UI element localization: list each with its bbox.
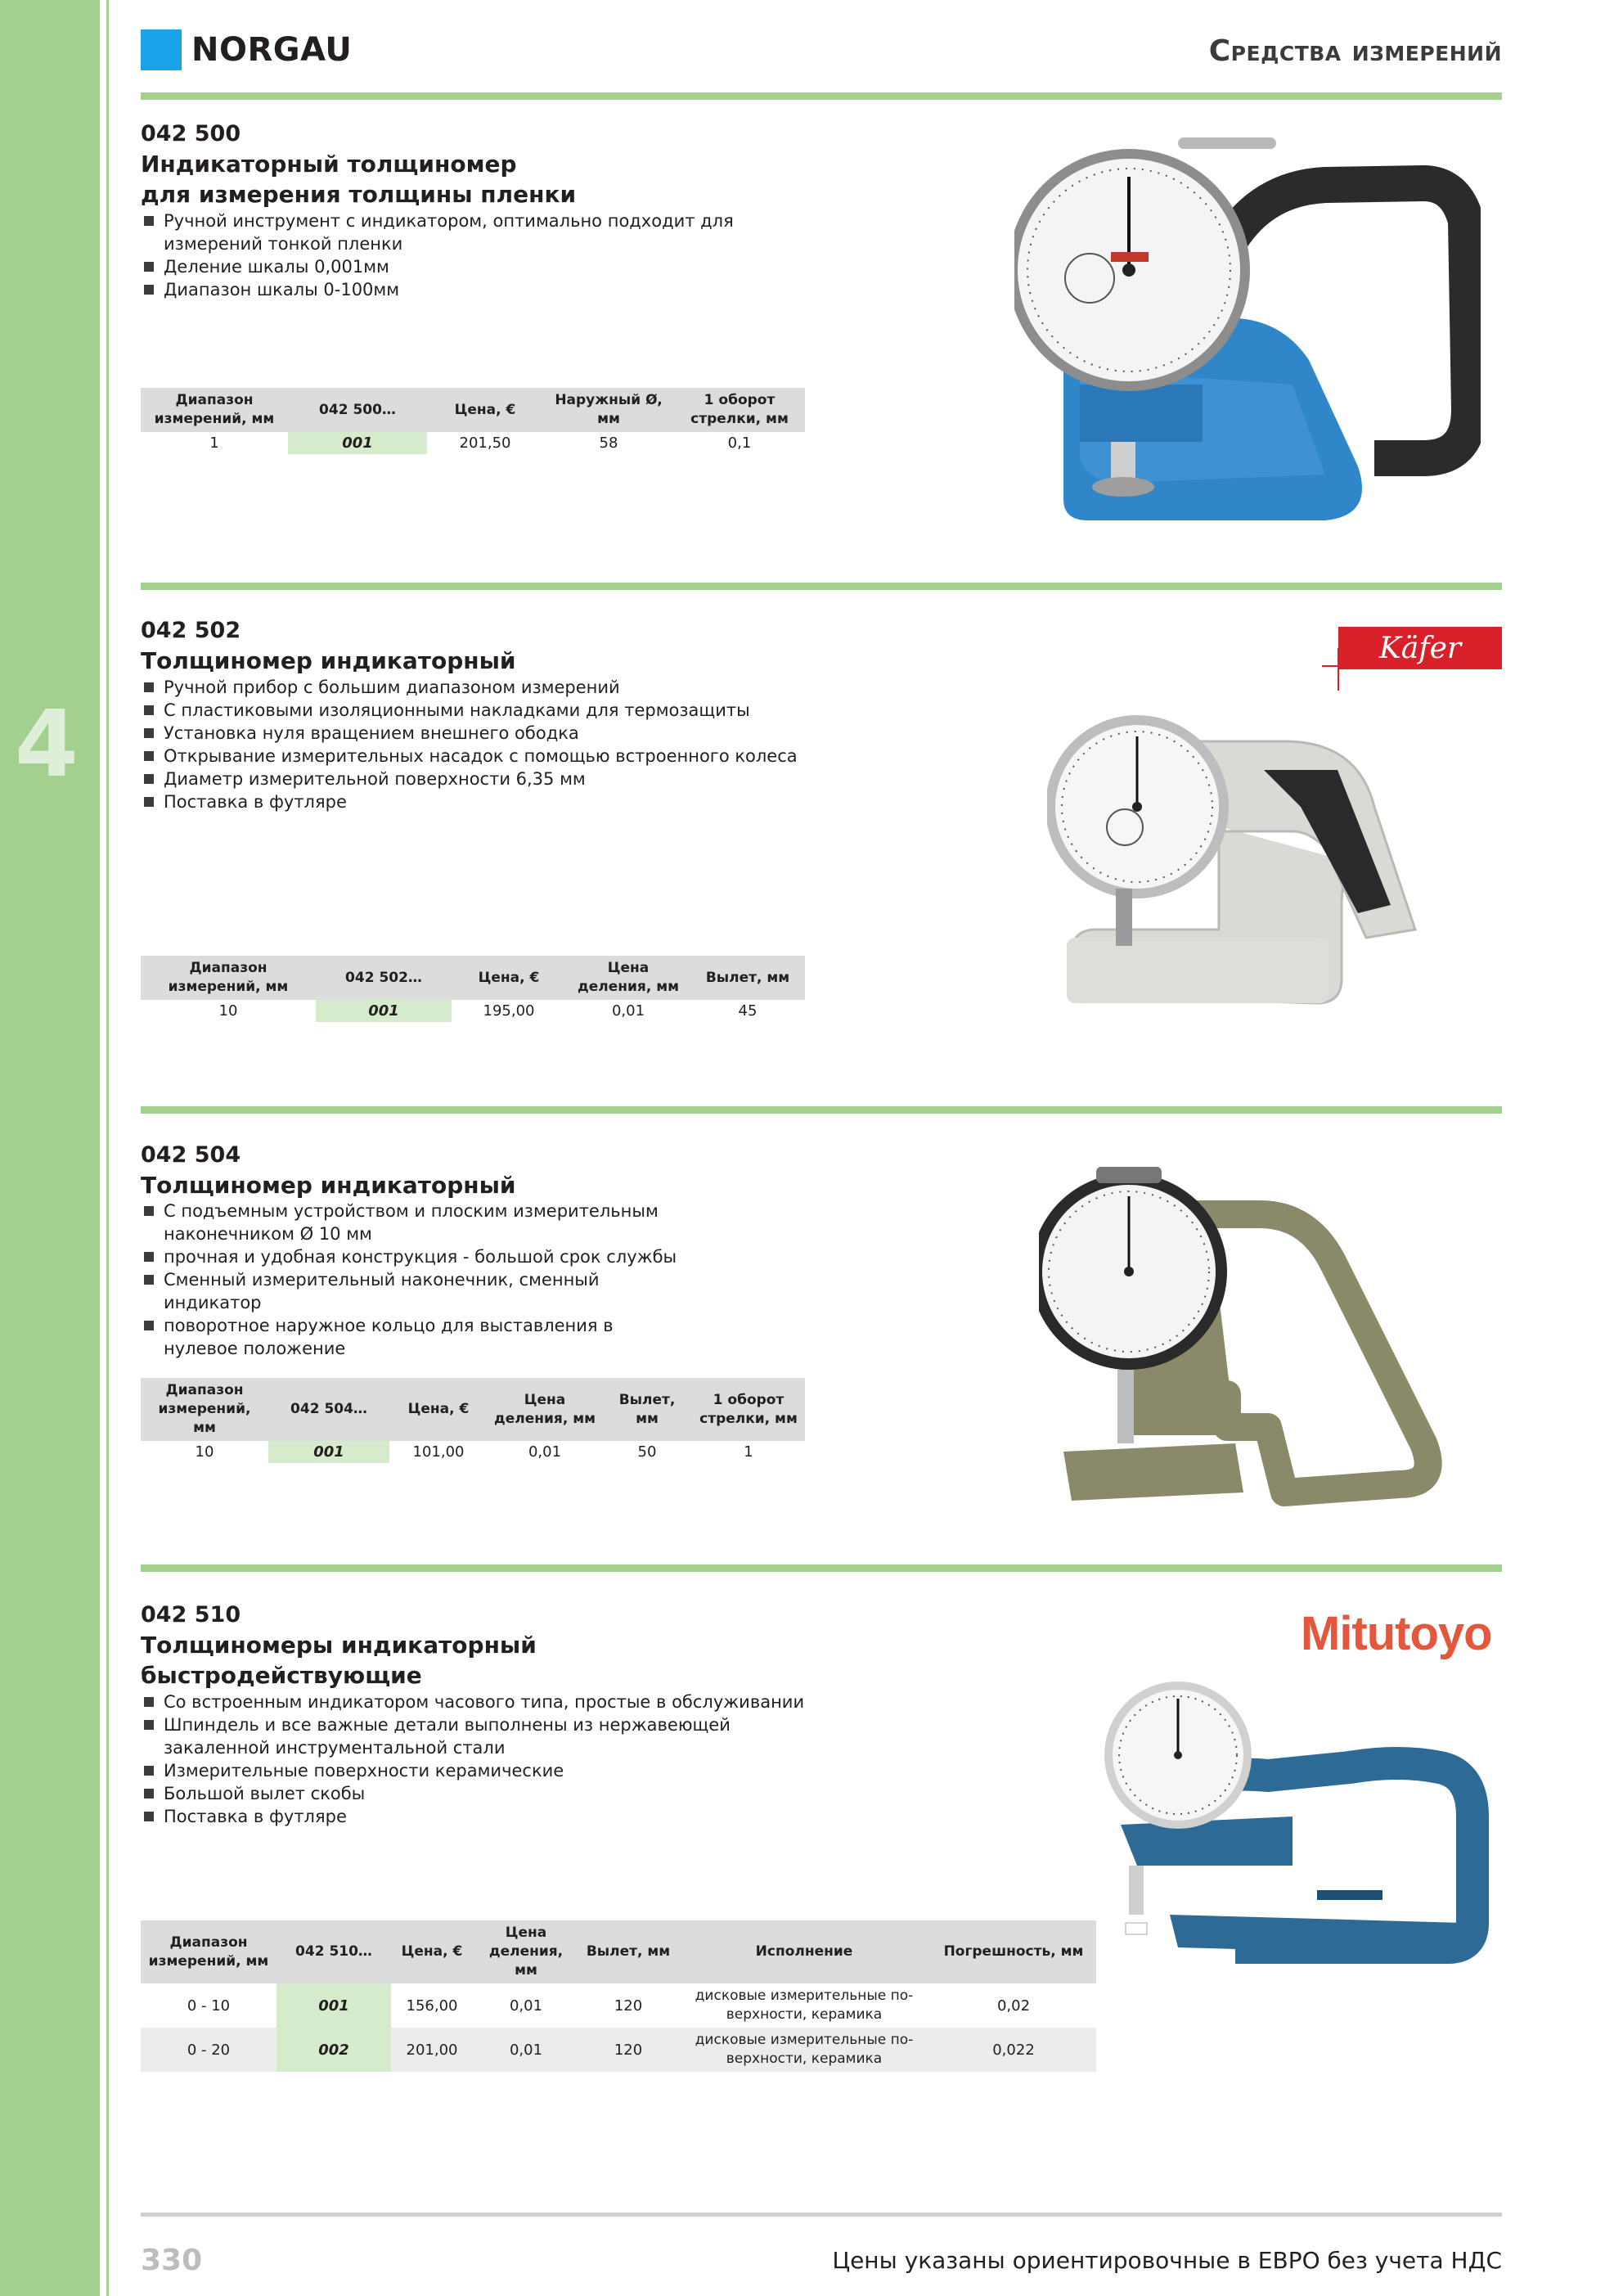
table-cell: 120 xyxy=(614,1997,643,2015)
section-rule xyxy=(141,1564,1502,1572)
feature-list xyxy=(141,1690,812,1828)
table-cell: 1 xyxy=(209,434,219,452)
product-code: 042 510 xyxy=(141,1602,241,1627)
price-note: Цены указаны ориентировочные в ЕВРО без учета НДС xyxy=(832,2247,1502,2274)
feature-list xyxy=(141,1200,681,1360)
column-header: Цена деления, мм xyxy=(566,956,690,1000)
column-header: 1 оборот стрелки, мм xyxy=(674,388,805,432)
section-rule xyxy=(141,583,1502,590)
table-cell: дисковые измерительные по-верхности, керамика xyxy=(695,1988,914,2023)
article-cell: 001 xyxy=(276,1983,391,2028)
table-cell: 45 xyxy=(738,1002,758,1020)
column-header: Диапазон измерений, мм xyxy=(141,388,288,432)
table-cell: 50 xyxy=(637,1443,657,1461)
product-title-line: Толщиномеры индикаторный xyxy=(141,1632,537,1659)
column-header: Цена, € xyxy=(389,1378,488,1441)
section-title: Средства измерений xyxy=(1208,34,1502,68)
table-cell: 1 xyxy=(744,1443,753,1461)
table-cell: 10 xyxy=(218,1002,238,1020)
column-header: Наружный Ø, мм xyxy=(543,388,674,432)
table-row xyxy=(141,1000,805,1022)
product-code: 042 500 xyxy=(141,121,241,146)
feature-item: С пластиковыми изоляционными накладками для термозащиты xyxy=(141,699,828,722)
table-row xyxy=(141,2028,1096,2072)
table-cell: 0,01 xyxy=(611,1002,645,1020)
column-header: 042 500… xyxy=(288,388,427,432)
column-header: Цена деления, мм xyxy=(488,1378,602,1441)
spec-table xyxy=(141,388,805,454)
table-cell: 0 - 10 xyxy=(187,1997,231,2015)
product-code: 042 502 xyxy=(141,618,241,643)
feature-item: Измерительные поверхности керамические xyxy=(141,1759,812,1782)
feature-item: Деление шкалы 0,001мм xyxy=(141,255,812,278)
product-title xyxy=(141,646,516,676)
table-cell: 0,01 xyxy=(473,2028,579,2072)
feature-item: Диапазон шкалы 0-100мм xyxy=(141,278,812,301)
brand-square-icon xyxy=(141,29,182,70)
brand-name: NORGAU xyxy=(191,31,353,69)
table-cell: 201,00 xyxy=(391,2028,473,2072)
spec-table xyxy=(141,956,805,1022)
feature-item: Шпиндель и все важные детали выполнены из нержавеющей закаленной инструментальной стали xyxy=(141,1713,812,1759)
table-row xyxy=(141,432,805,454)
table-cell: 10 xyxy=(195,1443,214,1461)
column-header: Цена, € xyxy=(427,388,543,432)
product-title xyxy=(141,1170,516,1200)
table-cell: 0 - 20 xyxy=(141,2028,276,2072)
feature-item: Открывание измерительных насадок с помощью встроенного колеса xyxy=(141,745,828,768)
article-cell: 001 xyxy=(316,1000,452,1022)
column-header: 042 504… xyxy=(268,1378,389,1441)
feature-item: прочная и удобная конструкция - большой срок службы xyxy=(141,1245,681,1268)
table-row xyxy=(141,1441,805,1463)
feature-item: Диаметр измерительной поверхности 6,35 мм xyxy=(141,768,828,790)
side-line xyxy=(106,0,109,2296)
table-cell: дисковые измерительные по-верхности, керамика xyxy=(677,2028,931,2072)
mitutoyo-logo: Mitutoyo xyxy=(1301,1607,1492,1660)
thickness-gauge-image xyxy=(1014,115,1481,532)
column-header: Диапазон измерений, мм xyxy=(141,1920,276,1983)
table-cell: 156,00 xyxy=(406,1997,458,2015)
kafer-logo-text: Käfer xyxy=(1378,632,1462,665)
product-title-line: для измерения толщины пленки xyxy=(141,181,577,208)
column-header: Цена деления, мм xyxy=(473,1920,579,1983)
product-title xyxy=(141,149,576,209)
table-cell: 101,00 xyxy=(412,1443,465,1461)
feature-item: Со встроенным индикатором часового типа, простые в обслуживании xyxy=(141,1690,812,1713)
feature-item: Установка нуля вращением внешнего ободка xyxy=(141,722,828,745)
feature-list xyxy=(141,209,812,301)
column-header: Диапазон измерений, мм xyxy=(141,956,316,1000)
article-cell: 001 xyxy=(268,1441,389,1463)
table-row xyxy=(141,1983,1096,2028)
feature-item: поворотное наружное кольцо для выставления в нулевое положение xyxy=(141,1314,681,1360)
table-cell: 201,50 xyxy=(459,434,511,452)
feature-item: С подъемным устройством и плоским измерительным наконечником Ø 10 мм xyxy=(141,1200,681,1245)
feature-item: Большой вылет скобы xyxy=(141,1782,812,1805)
table-header-row xyxy=(141,956,805,1000)
table-cell: 0,01 xyxy=(509,1997,543,2015)
section-rule xyxy=(141,1106,1502,1114)
table-header-row xyxy=(141,1378,805,1441)
table-cell: 0,02 xyxy=(996,1997,1031,2015)
product-title xyxy=(141,1630,537,1690)
column-header: Вылет, мм xyxy=(690,956,805,1000)
table-cell: 120 xyxy=(579,2028,677,2072)
product-title-line: быстродействующие xyxy=(141,1662,422,1689)
table-header-row xyxy=(141,388,805,432)
column-header: 042 502… xyxy=(316,956,452,1000)
section-rule xyxy=(141,92,1502,100)
chapter-number: 4 xyxy=(15,691,79,798)
product-title-line: Толщиномер индикаторный xyxy=(141,647,516,674)
feature-item: Ручной прибор с большим диапазоном измерений xyxy=(141,676,828,699)
article-cell: 001 xyxy=(288,432,427,454)
table-cell: 195,00 xyxy=(483,1002,535,1020)
column-header: Погрешность, мм xyxy=(931,1920,1096,1983)
thickness-gauge-image xyxy=(1039,1165,1456,1525)
spec-table xyxy=(141,1920,1096,2072)
table-header-row xyxy=(141,1920,1096,1983)
column-header: Вылет, мм xyxy=(602,1378,692,1441)
column-header: 042 510… xyxy=(276,1920,391,1983)
feature-item: Сменный измерительный наконечник, сменный индикатор xyxy=(141,1268,681,1314)
spec-table xyxy=(141,1378,805,1463)
footer-rule xyxy=(141,2213,1502,2217)
column-header: Диапазон измерений, мм xyxy=(141,1378,268,1441)
kafer-logo xyxy=(1322,615,1502,691)
side-band xyxy=(0,0,100,2296)
brand-logo xyxy=(141,29,352,70)
column-header: Цена, € xyxy=(391,1920,473,1983)
column-header: Цена, € xyxy=(452,956,566,1000)
product-title-line: Индикаторный толщиномер xyxy=(141,151,517,178)
product-title-line: Толщиномер индикаторный xyxy=(141,1172,516,1199)
table-cell: 58 xyxy=(599,434,618,452)
table-cell: 0,022 xyxy=(931,2028,1096,2072)
feature-item: Поставка в футляре xyxy=(141,1805,812,1828)
feature-list xyxy=(141,676,828,813)
table-cell: 0,01 xyxy=(528,1443,562,1461)
table-cell: 0,1 xyxy=(727,434,752,452)
article-cell: 002 xyxy=(276,2028,391,2072)
page-number: 330 xyxy=(141,2244,203,2277)
product-code: 042 504 xyxy=(141,1142,241,1168)
column-header: Вылет, мм xyxy=(579,1920,677,1983)
column-header: 1 оборот стрелки, мм xyxy=(692,1378,805,1441)
column-header: Исполнение xyxy=(677,1920,931,1983)
feature-item: Поставка в футляре xyxy=(141,790,828,813)
thickness-gauge-image xyxy=(1047,692,1432,1011)
feature-item: Ручной инструмент с индикатором, оптимально подходит для измерений тонкой пленки xyxy=(141,209,812,255)
thickness-gauge-image xyxy=(1088,1677,1513,1972)
